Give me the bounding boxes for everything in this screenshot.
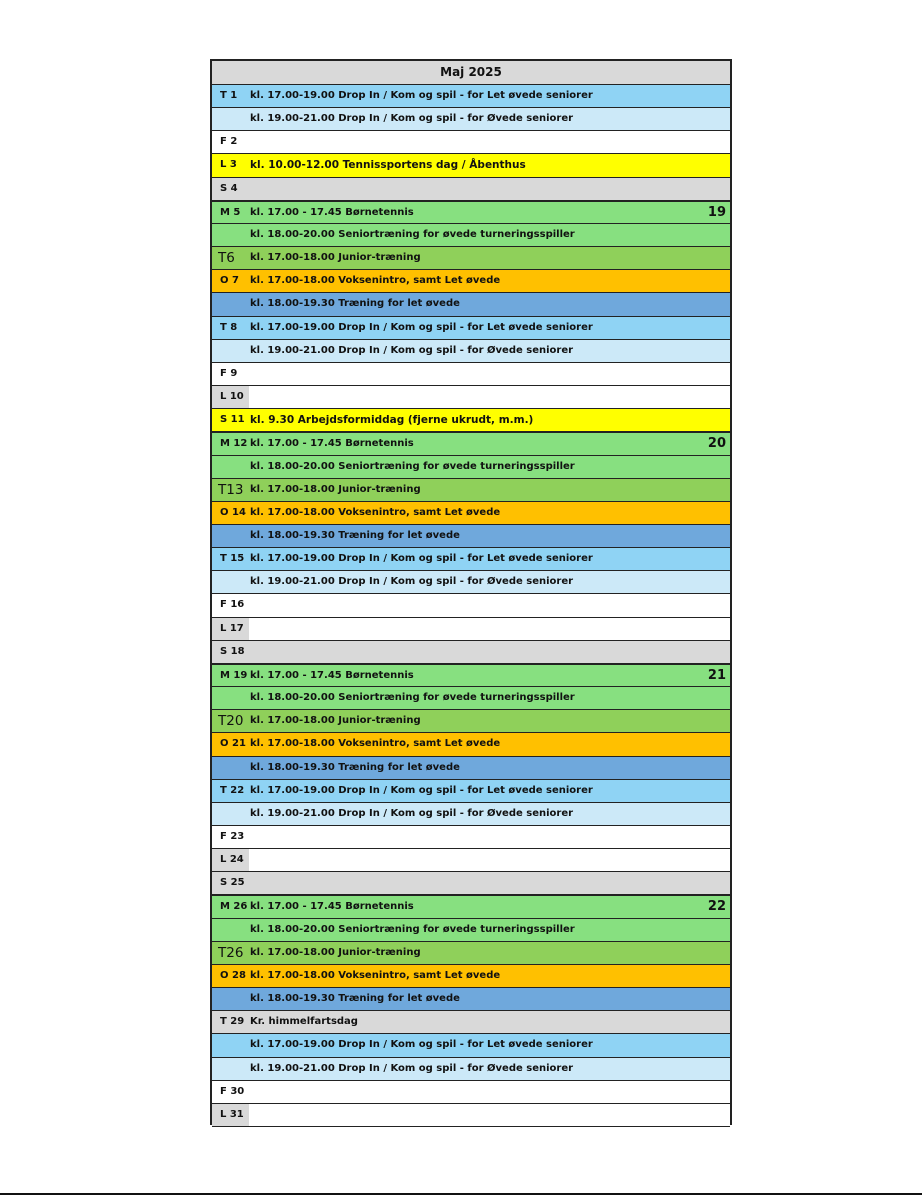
event-text: [250, 363, 730, 385]
day-label: [212, 456, 249, 478]
calendar-row: [212, 108, 730, 131]
day-label: L 31: [212, 1104, 249, 1126]
calendar-row: [212, 594, 730, 617]
day-label: [212, 525, 249, 547]
event-text: kl. 19.00-21.00 Drop In / Kom og spil - for Øvede seniorer: [250, 807, 574, 819]
day-label: [212, 919, 249, 941]
calendar-row: [212, 988, 730, 1011]
event-text: [250, 594, 730, 616]
event-text: kl. 17.00 - 17.45 Børnetennis: [250, 901, 414, 913]
calendar-row: [212, 224, 730, 247]
calendar-row: [212, 687, 730, 710]
day-label: F 16: [220, 599, 245, 611]
calendar-row: [212, 270, 730, 293]
event-text: kl. 17.00-19.00 Drop In / Kom og spil - for Let øvede seniorer: [250, 321, 593, 333]
calendar-row: [212, 710, 730, 733]
calendar-row: [212, 456, 730, 479]
day-label: [212, 1034, 249, 1056]
day-label: T 1: [220, 90, 238, 101]
calendar-row: [212, 664, 730, 687]
day-label: F 23: [220, 831, 245, 842]
day-label: M 5: [220, 206, 241, 218]
calendar-row: [212, 178, 730, 201]
day-label: [212, 108, 249, 130]
event-text: kl. 17.00-18.00 Voksenintro, samt Let øvede: [250, 969, 501, 981]
event-text: [250, 641, 730, 663]
day-label: [212, 1058, 249, 1080]
event-text: kl. 19.00-21.00 Drop In / Kom og spil - for Øvede seniorer: [250, 576, 574, 588]
event-text: kl. 18.00-20.00 Seniortræning for øvede turneringsspiller: [250, 692, 575, 704]
calendar-row: [212, 293, 730, 316]
day-label: S 18: [220, 645, 245, 657]
day-label: [212, 988, 249, 1010]
week-number: 22: [707, 899, 726, 915]
calendar-row: [212, 780, 730, 803]
day-label: L 24: [212, 849, 249, 871]
event-text: kl. 17.00 - 17.45 Børnetennis: [250, 669, 414, 681]
calendar-row: [212, 247, 730, 270]
day-label: [212, 293, 249, 315]
calendar-row: [212, 872, 730, 895]
week-number: 19: [707, 204, 726, 220]
event-text: kl. 17.00-18.00 Junior-træning: [250, 946, 421, 958]
day-label: L 17: [212, 618, 249, 640]
day-label: F 9: [220, 367, 238, 379]
calendar-row: [212, 479, 730, 502]
calendar-row: [212, 432, 730, 455]
event-text: kl. 19.00-21.00 Drop In / Kom og spil - for Øvede seniorer: [250, 113, 574, 125]
event-text: kl. 18.00-20.00 Seniortræning for øvede turneringsspiller: [250, 460, 575, 472]
event-text: [250, 131, 730, 153]
calendar-row: [212, 618, 730, 641]
day-label: O 14: [220, 506, 246, 518]
event-text: kl. 9.30 Arbejdsformiddag (fjerne ukrudt, m.m.): [250, 414, 534, 427]
calendar-sheet: [210, 59, 732, 1125]
day-label: M 19: [220, 669, 248, 681]
event-text: kl. 17.00-19.00 Drop In / Kom og spil - for Let øvede seniorer: [250, 90, 593, 101]
calendar-row: [212, 85, 730, 108]
event-text: [250, 1104, 730, 1126]
event-text: kl. 17.00-19.00 Drop In / Kom og spil - for Let øvede seniorer: [250, 784, 593, 796]
event-text: [250, 618, 730, 640]
day-label: [212, 687, 249, 709]
event-text: kl. 17.00-18.00 Voksenintro, samt Let øvede: [250, 738, 501, 750]
day-label: T 15: [220, 553, 245, 565]
day-label: F 2: [220, 136, 238, 148]
event-text: kl. 10.00-12.00 Tennissportens dag / Åbenthus: [250, 159, 526, 172]
event-text: kl. 18.00-19.30 Træning for let øvede: [250, 298, 460, 310]
calendar-row: [212, 919, 730, 942]
event-text: kl. 18.00-19.30 Træning for let øvede: [250, 761, 460, 773]
event-text: kl. 18.00-20.00 Seniortræning for øvede turneringsspiller: [250, 228, 575, 240]
calendar-row: [212, 826, 730, 849]
event-text: kl. 19.00-21.00 Drop In / Kom og spil - for Øvede seniorer: [250, 344, 574, 356]
event-text: [250, 178, 730, 200]
day-label: [212, 803, 249, 825]
calendar-row: [212, 895, 730, 918]
day-label: [212, 757, 249, 779]
day-label: M 26: [220, 901, 248, 913]
calendar-row: [212, 1011, 730, 1034]
event-text: kl. 17.00-19.00 Drop In / Kom og spil - for Let øvede seniorer: [250, 1039, 593, 1051]
day-label: T 8: [220, 321, 238, 333]
calendar-row: [212, 733, 730, 756]
calendar-row: [212, 965, 730, 988]
event-text: [250, 872, 730, 894]
calendar-row: [212, 1104, 730, 1127]
event-text: kl. 17.00-18.00 Voksenintro, samt Let øvede: [250, 506, 501, 518]
event-text: kl. 17.00-19.00 Drop In / Kom og spil - for Let øvede seniorer: [250, 553, 593, 565]
calendar-row: [212, 1034, 730, 1057]
event-text: [250, 849, 730, 871]
calendar-row: [212, 641, 730, 664]
event-text: [250, 386, 730, 408]
calendar-row: [212, 571, 730, 594]
day-label: O 7: [220, 275, 239, 287]
calendar-row: [212, 525, 730, 548]
event-text: kl. 17.00-18.00 Junior-træning: [250, 483, 421, 495]
event-text: kl. 19.00-21.00 Drop In / Kom og spil - for Øvede seniorer: [250, 1062, 574, 1074]
day-label: F 30: [220, 1085, 245, 1097]
calendar-row: [212, 201, 730, 224]
calendar-row: [212, 942, 730, 965]
event-text: kl. 17.00 - 17.45 Børnetennis: [250, 206, 414, 218]
day-label: L 10: [212, 386, 249, 408]
day-label: S 25: [220, 877, 245, 889]
calendar-row: [212, 131, 730, 154]
calendar-row: [212, 317, 730, 340]
calendar-row: [212, 363, 730, 386]
week-number: 20: [707, 436, 726, 452]
calendar-row: [212, 386, 730, 409]
calendar-row: [212, 849, 730, 872]
day-label: [212, 340, 249, 362]
day-label: T26: [218, 944, 244, 961]
event-text: kl. 18.00-20.00 Seniortræning for øvede turneringsspiller: [250, 923, 575, 935]
calendar-row: [212, 1081, 730, 1104]
calendar-title: Maj 2025: [212, 61, 730, 85]
day-label: O 21: [220, 738, 246, 750]
calendar-row: [212, 757, 730, 780]
day-label: T6: [218, 250, 235, 267]
calendar-row: [212, 502, 730, 525]
day-label: S 11: [220, 414, 245, 426]
event-text: kl. 17.00-18.00 Junior-træning: [250, 715, 421, 727]
event-text: kl. 18.00-19.30 Træning for let øvede: [250, 529, 460, 541]
day-label: T13: [218, 481, 244, 498]
calendar-rows: [212, 85, 730, 1127]
day-label: L 3: [220, 159, 237, 171]
calendar-row: [212, 1058, 730, 1081]
week-number: 21: [707, 667, 726, 683]
day-label: T 29: [220, 1016, 245, 1028]
day-label: S 4: [220, 182, 238, 194]
calendar-row: [212, 548, 730, 571]
day-label: O 28: [220, 969, 246, 981]
calendar-row: [212, 409, 730, 432]
day-label: [212, 571, 249, 593]
calendar-row: [212, 154, 730, 177]
day-label: T 22: [220, 784, 245, 796]
event-text: [250, 1081, 730, 1103]
event-text: kl. 17.00-18.00 Voksenintro, samt Let øvede: [250, 275, 501, 287]
event-text: kl. 17.00 - 17.45 Børnetennis: [250, 438, 414, 450]
calendar-row: [212, 340, 730, 363]
event-text: kl. 17.00-18.00 Junior-træning: [250, 252, 421, 264]
day-label: T20: [218, 713, 244, 730]
event-text: [250, 826, 730, 848]
day-label: M 12: [220, 438, 248, 450]
day-label: [212, 224, 249, 246]
event-text: Kr. himmelfartsdag: [250, 1016, 358, 1028]
calendar-row: [212, 803, 730, 826]
event-text: kl. 18.00-19.30 Træning for let øvede: [250, 993, 460, 1005]
